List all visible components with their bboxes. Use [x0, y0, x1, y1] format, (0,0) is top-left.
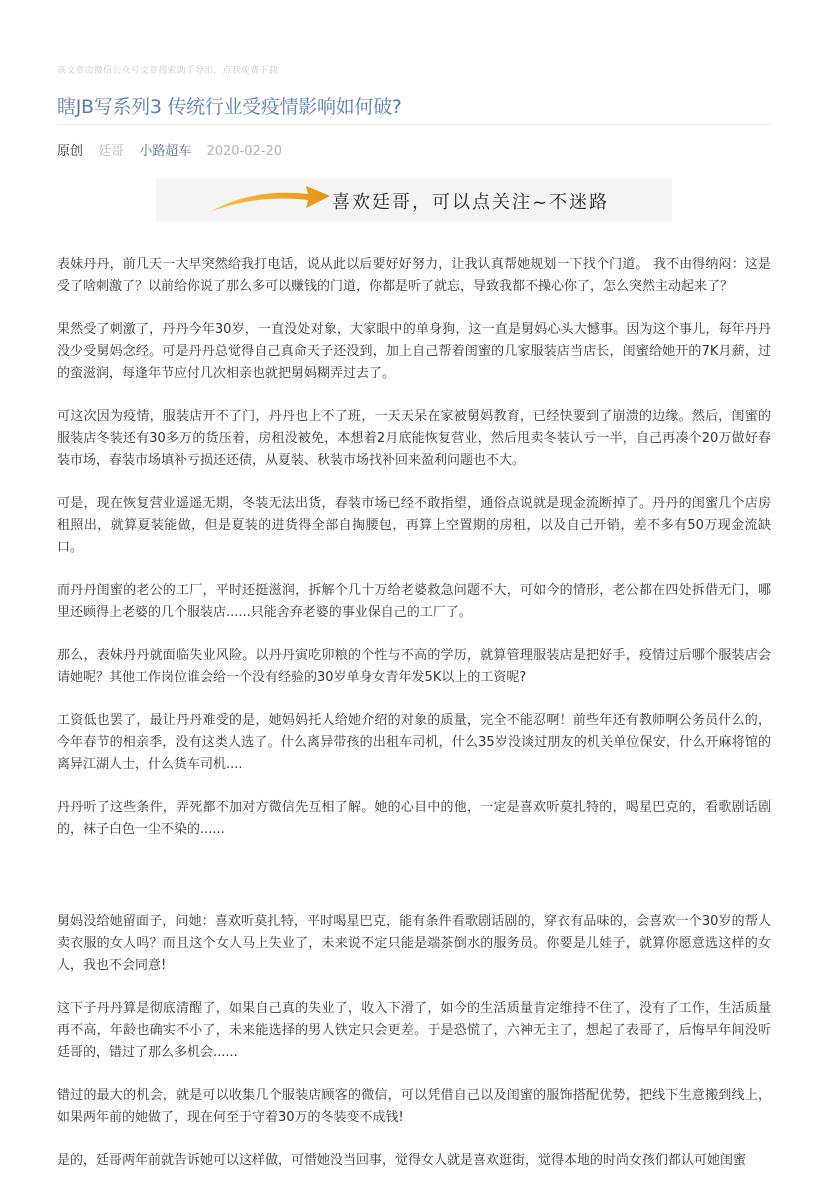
paragraph: 果然受了刺激了，丹丹今年30岁，一直没处对象，大家眼中的单身狗，这一直是舅妈心头大憾事。因为这个事儿，每年丹丹没少受舅妈念经。可是丹丹总觉得自己真命天子还没到，加上自己帮着闺蜜的几家服装店当店长，闺蜜给她开的7K月薪，过的蛮滋润，每逢年节应付几次相亲也就把舅妈糊弄过去了。 — [57, 322, 771, 381]
paragraph: 那么，表妹丹丹就面临失业风险。以丹丹寅吃卯粮的个性与不高的学历，就算管理服装店是把好手，疫情过后哪个服装店会请她呢？其他工作岗位谁会给一个没有经验的30岁单身女青年发5K以上的工资呢? — [57, 648, 771, 685]
article-body — [57, 254, 771, 1193]
paragraph: 是的，廷哥两年前就告诉她可以这样做，可惜她没当回事，觉得女人就是喜欢逛街，觉得本地的时尚女孩们都认可她闺蜜 — [57, 1153, 747, 1168]
paragraph: 可是，现在恢复营业遥遥无期，冬装无法出货，春装市场已经不敢指望，通俗点说就是现金流断掉了。丹丹的闺蜜几个店房租照出，就算夏装能做，但是夏装的进货得全部自掏腰包，再算上空置期的房租，以及自己开销，差不多有50万现金流缺口。 — [57, 496, 771, 555]
banner-text: 喜欢廷哥，可以点关注~不迷路 — [332, 192, 610, 213]
section-gap — [57, 862, 771, 911]
paragraph: 这下子丹丹算是彻底清醒了，如果自己真的失业了，收入下滑了，如今的生活质量肯定维持不住了，没有了工作，生活质量再不高，年龄也确实不小了，未来能选择的男人铁定只会更差。于是恐慌了，六神无主了，想起了表哥了，后悔早年间没听廷哥的，错过了那么多机会...... — [57, 1001, 771, 1060]
follow-banner-image — [156, 178, 672, 222]
swoosh-arrow-icon — [208, 182, 332, 218]
article-title: 瞎JB写系列3 传统行业受疫情影响如何破? — [57, 96, 402, 118]
export-notice-link[interactable]: 该文章由微信公众号文章搜索助手导出，点我免费下载 — [57, 66, 278, 76]
account-link[interactable]: 小路超车 — [139, 144, 192, 159]
paragraph: 舅妈没给她留面子，问她：喜欢听莫扎特，平时喝星巴克，能有条件看歌剧话剧的，穿衣有品味的，会喜欢一个30岁的帮人卖衣服的女人吗？而且这个女人马上失业了，未来说不定只能是端茶倒水的服务员。你要是儿娃子，就算你愿意选这样的女人，我也不会同意! — [57, 914, 771, 973]
title-divider — [57, 124, 771, 125]
paragraph: 表妹丹丹，前几天一大早突然给我打电话，说从此以后要好好努力，让我认真帮她规划一下找个门道。 我不由得纳闷：这是受了啥刺激了？以前给你说了那么多可以赚钱的门道，你都是听了就忘，导致我都不操心你了，怎么突然主动起来了？ — [57, 257, 771, 294]
paragraph: 工资低也罢了，最让丹丹难受的是，她妈妈托人给她介绍的对象的质量，完全不能忍啊！前些年还有教师啊公务员什么的，今年春节的相亲季，没有这类人选了。什么离异带孩的出租车司机，什么35岁没谈过朋友的机关单位保安，什么开麻将馆的离异江湖人士，什么货车司机.... — [57, 713, 771, 772]
original-tag: 原创 — [57, 144, 84, 159]
paragraph: 丹丹听了这些条件，弄死都不加对方微信先互相了解。她的心目中的他，一定是喜欢听莫扎特的，喝星巴克的，看歌剧话剧的，袜子白色一尘不染的...... — [57, 800, 771, 837]
paragraph: 错过的最大的机会，就是可以收集几个服装店顾客的微信，可以凭借自己以及闺蜜的服饰搭配优势，把线下生意搬到线上，如果两年前的她做了，现在何至于守着30万的冬装变不成钱! — [57, 1088, 771, 1125]
publish-date: 2020-02-20 — [206, 144, 283, 159]
paragraph: 可这次因为疫情，服装店开不了门，丹丹也上不了班，一天天呆在家被舅妈教育，已经快要到了崩溃的边缘。然后，闺蜜的服装店冬装还有30多万的货压着，房租没被免，本想着2月底能恢复营业，然后甩卖冬装认亏一半，自己再凑个20万做好春装市场，春装市场填补亏损还还债，从夏装、秋装市场找补回来盈利问题也不大。 — [57, 409, 771, 468]
article-meta — [57, 140, 293, 159]
paragraph: 而丹丹闺蜜的老公的工厂，平时还挺滋润，拆解个几十万给老婆救急问题不大，可如今的情形，老公都在四处拆借无门，哪里还顾得上老婆的几个服装店......只能舍弃老婆的事业保自己的工厂了。 — [57, 583, 771, 620]
author-name: 廷哥 — [98, 144, 125, 159]
